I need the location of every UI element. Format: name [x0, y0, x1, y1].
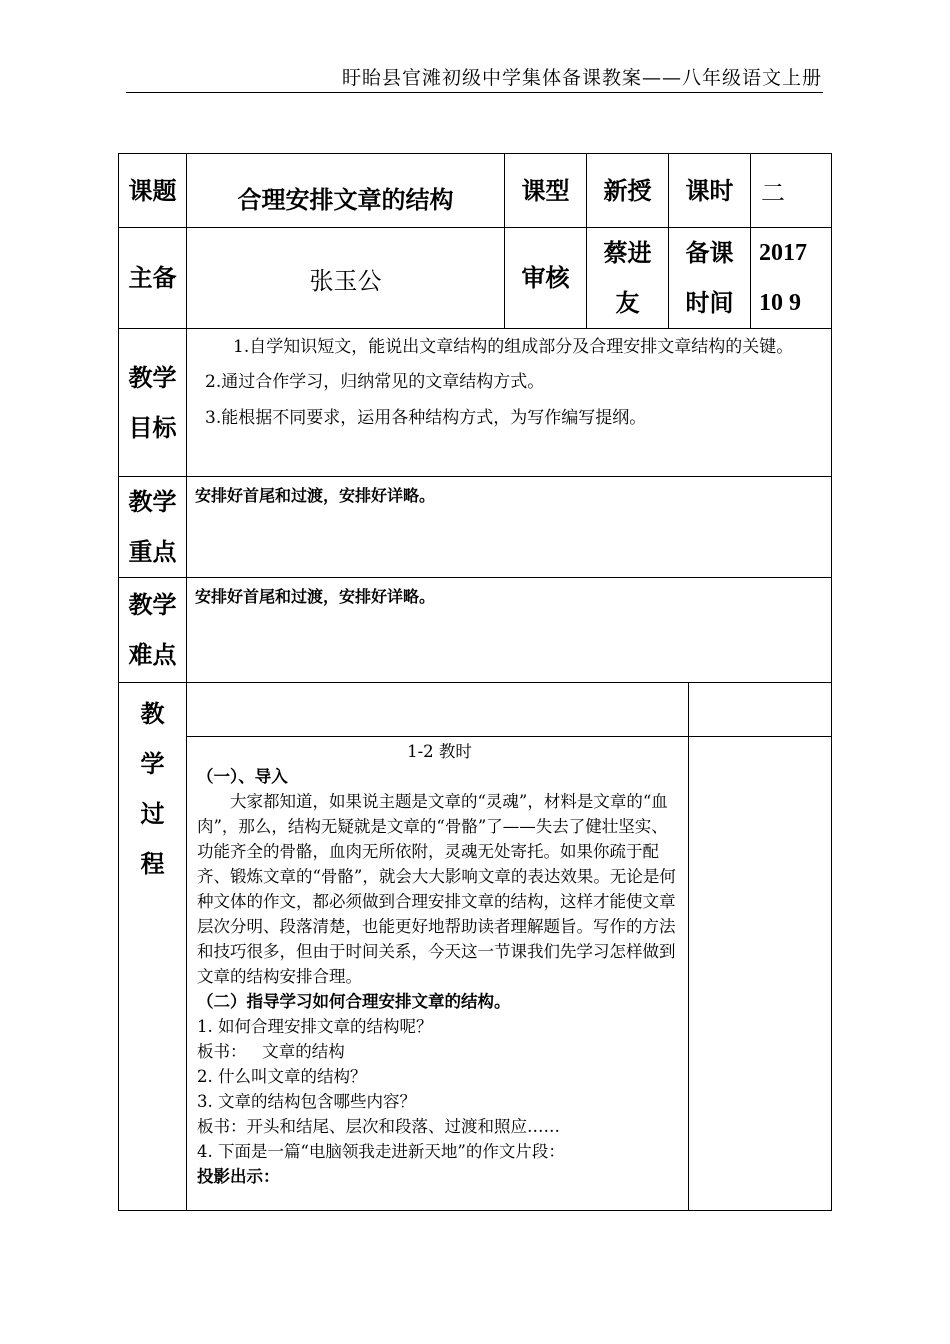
process-label-char-4: 程: [140, 850, 165, 878]
section-2-title: （二）指导学习如何合理安排文章的结构。: [197, 992, 511, 1011]
period-value: 二: [751, 154, 832, 228]
objective-item-2: 2.通过合作学习，归纳常见的文章结构方式。: [205, 372, 545, 392]
reviewer-line-1: 蔡进: [603, 239, 652, 267]
difficulties-content: 安排好首尾和过渡，安排好详略。: [187, 578, 832, 683]
period-label: 课时: [669, 154, 751, 228]
process-label-char-3: 过: [140, 800, 165, 828]
intro-paragraph: 大家都知道，如果说主题是文章的“灵魂”，材料是文章的“血肉”，那么，结构无疑就是文章的“骨骼”了——失去了健壮坚实、功能齐全的骨骼，血肉无所依附，灵魂无处寄托。如果你疏于配齐、锻炼文章的“骨骼”，就会大大影响文章的表达效果。无论是何种文体的作文，都必须做到合理安排文章的结构，这样才能使文章层次分明、段落清楚，也能更好地帮助读者理解题旨。写作的方法和技巧很多，但由于时间关系，今天这一节课我们先学习怎样做到文章的结构安排合理。: [197, 792, 676, 986]
process-notes-cell: [689, 737, 832, 1211]
process-line-4: 3. 文章的结构包含哪些内容？: [197, 1092, 416, 1111]
difficulties-label-line-2: 难点: [128, 641, 177, 669]
reviewer-value: [587, 228, 669, 329]
date-label: [669, 228, 751, 329]
objectives-label-line-1: 教学: [128, 363, 177, 392]
objective-item-1: 1.自学知识短文，能说出文章结构的组成部分及合理安排文章结构的关键。: [233, 337, 794, 357]
type-value: 新授: [587, 154, 669, 228]
type-label: 课型: [505, 154, 587, 228]
process-line-1: 1. 如何合理安排文章的结构呢？: [197, 1017, 433, 1036]
topic-label: 课题: [119, 154, 187, 228]
process-label: [119, 683, 187, 1211]
date-line-1: 2017: [759, 240, 807, 266]
row-author: [119, 228, 832, 329]
reviewer-line-2: 友: [615, 289, 640, 317]
date-label-line-1: 备课: [685, 239, 734, 267]
author-value: 张玉公: [187, 228, 505, 329]
process-label-char-2: 学: [140, 750, 165, 778]
process-header-cell: [187, 683, 689, 737]
document-header: 盱眙县官滩初级中学集体备课教案——八年级语文上册: [341, 67, 822, 89]
row-process-header: [119, 683, 832, 737]
row-process-body: [119, 737, 832, 1211]
header-divider: [126, 92, 823, 93]
process-notes-header-cell: [689, 683, 832, 737]
row-objectives: [119, 329, 832, 477]
key-points-label: [119, 477, 187, 578]
lesson-plan-table: [118, 153, 832, 1211]
objectives-label: [119, 329, 187, 477]
objectives-content: [187, 329, 832, 477]
process-line-2: 板书： 文章的结构: [197, 1042, 345, 1061]
difficulties-label-line-1: 教学: [128, 591, 177, 619]
process-line-5: 板书：开头和结尾、层次和段落、过渡和照应……: [197, 1117, 560, 1136]
process-line-6: 4. 下面是一篇“电脑领我走进新天地”的作文片段：: [197, 1142, 565, 1161]
row-key-points: [119, 477, 832, 578]
key-points-label-line-2: 重点: [128, 538, 177, 566]
date-line-2: 10 9: [759, 290, 801, 316]
objective-item-3: 3.能根据不同要求，运用各种结构方式，为写作编写提纲。: [205, 408, 647, 428]
topic-value: 合理安排文章的结构: [187, 154, 505, 228]
author-label: 主备: [119, 228, 187, 329]
row-difficulties: [119, 578, 832, 683]
process-line-3: 2. 什么叫文章的结构？: [197, 1067, 367, 1086]
date-label-line-2: 时间: [685, 289, 734, 317]
section-1-title: （一）、导入: [197, 767, 288, 786]
row-topic: [119, 154, 832, 228]
key-points-label-line-1: 教学: [128, 488, 177, 516]
date-value: [751, 228, 832, 329]
period-title: 1-2 教时: [407, 742, 472, 761]
projection-label: 投影出示：: [197, 1167, 280, 1186]
difficulties-label: [119, 578, 187, 683]
process-content: [187, 737, 689, 1211]
process-label-char-1: 教: [140, 700, 165, 728]
key-points-content: 安排好首尾和过渡，安排好详略。: [187, 477, 832, 578]
objectives-label-line-2: 目标: [128, 413, 177, 442]
reviewer-label: 审核: [505, 228, 587, 329]
